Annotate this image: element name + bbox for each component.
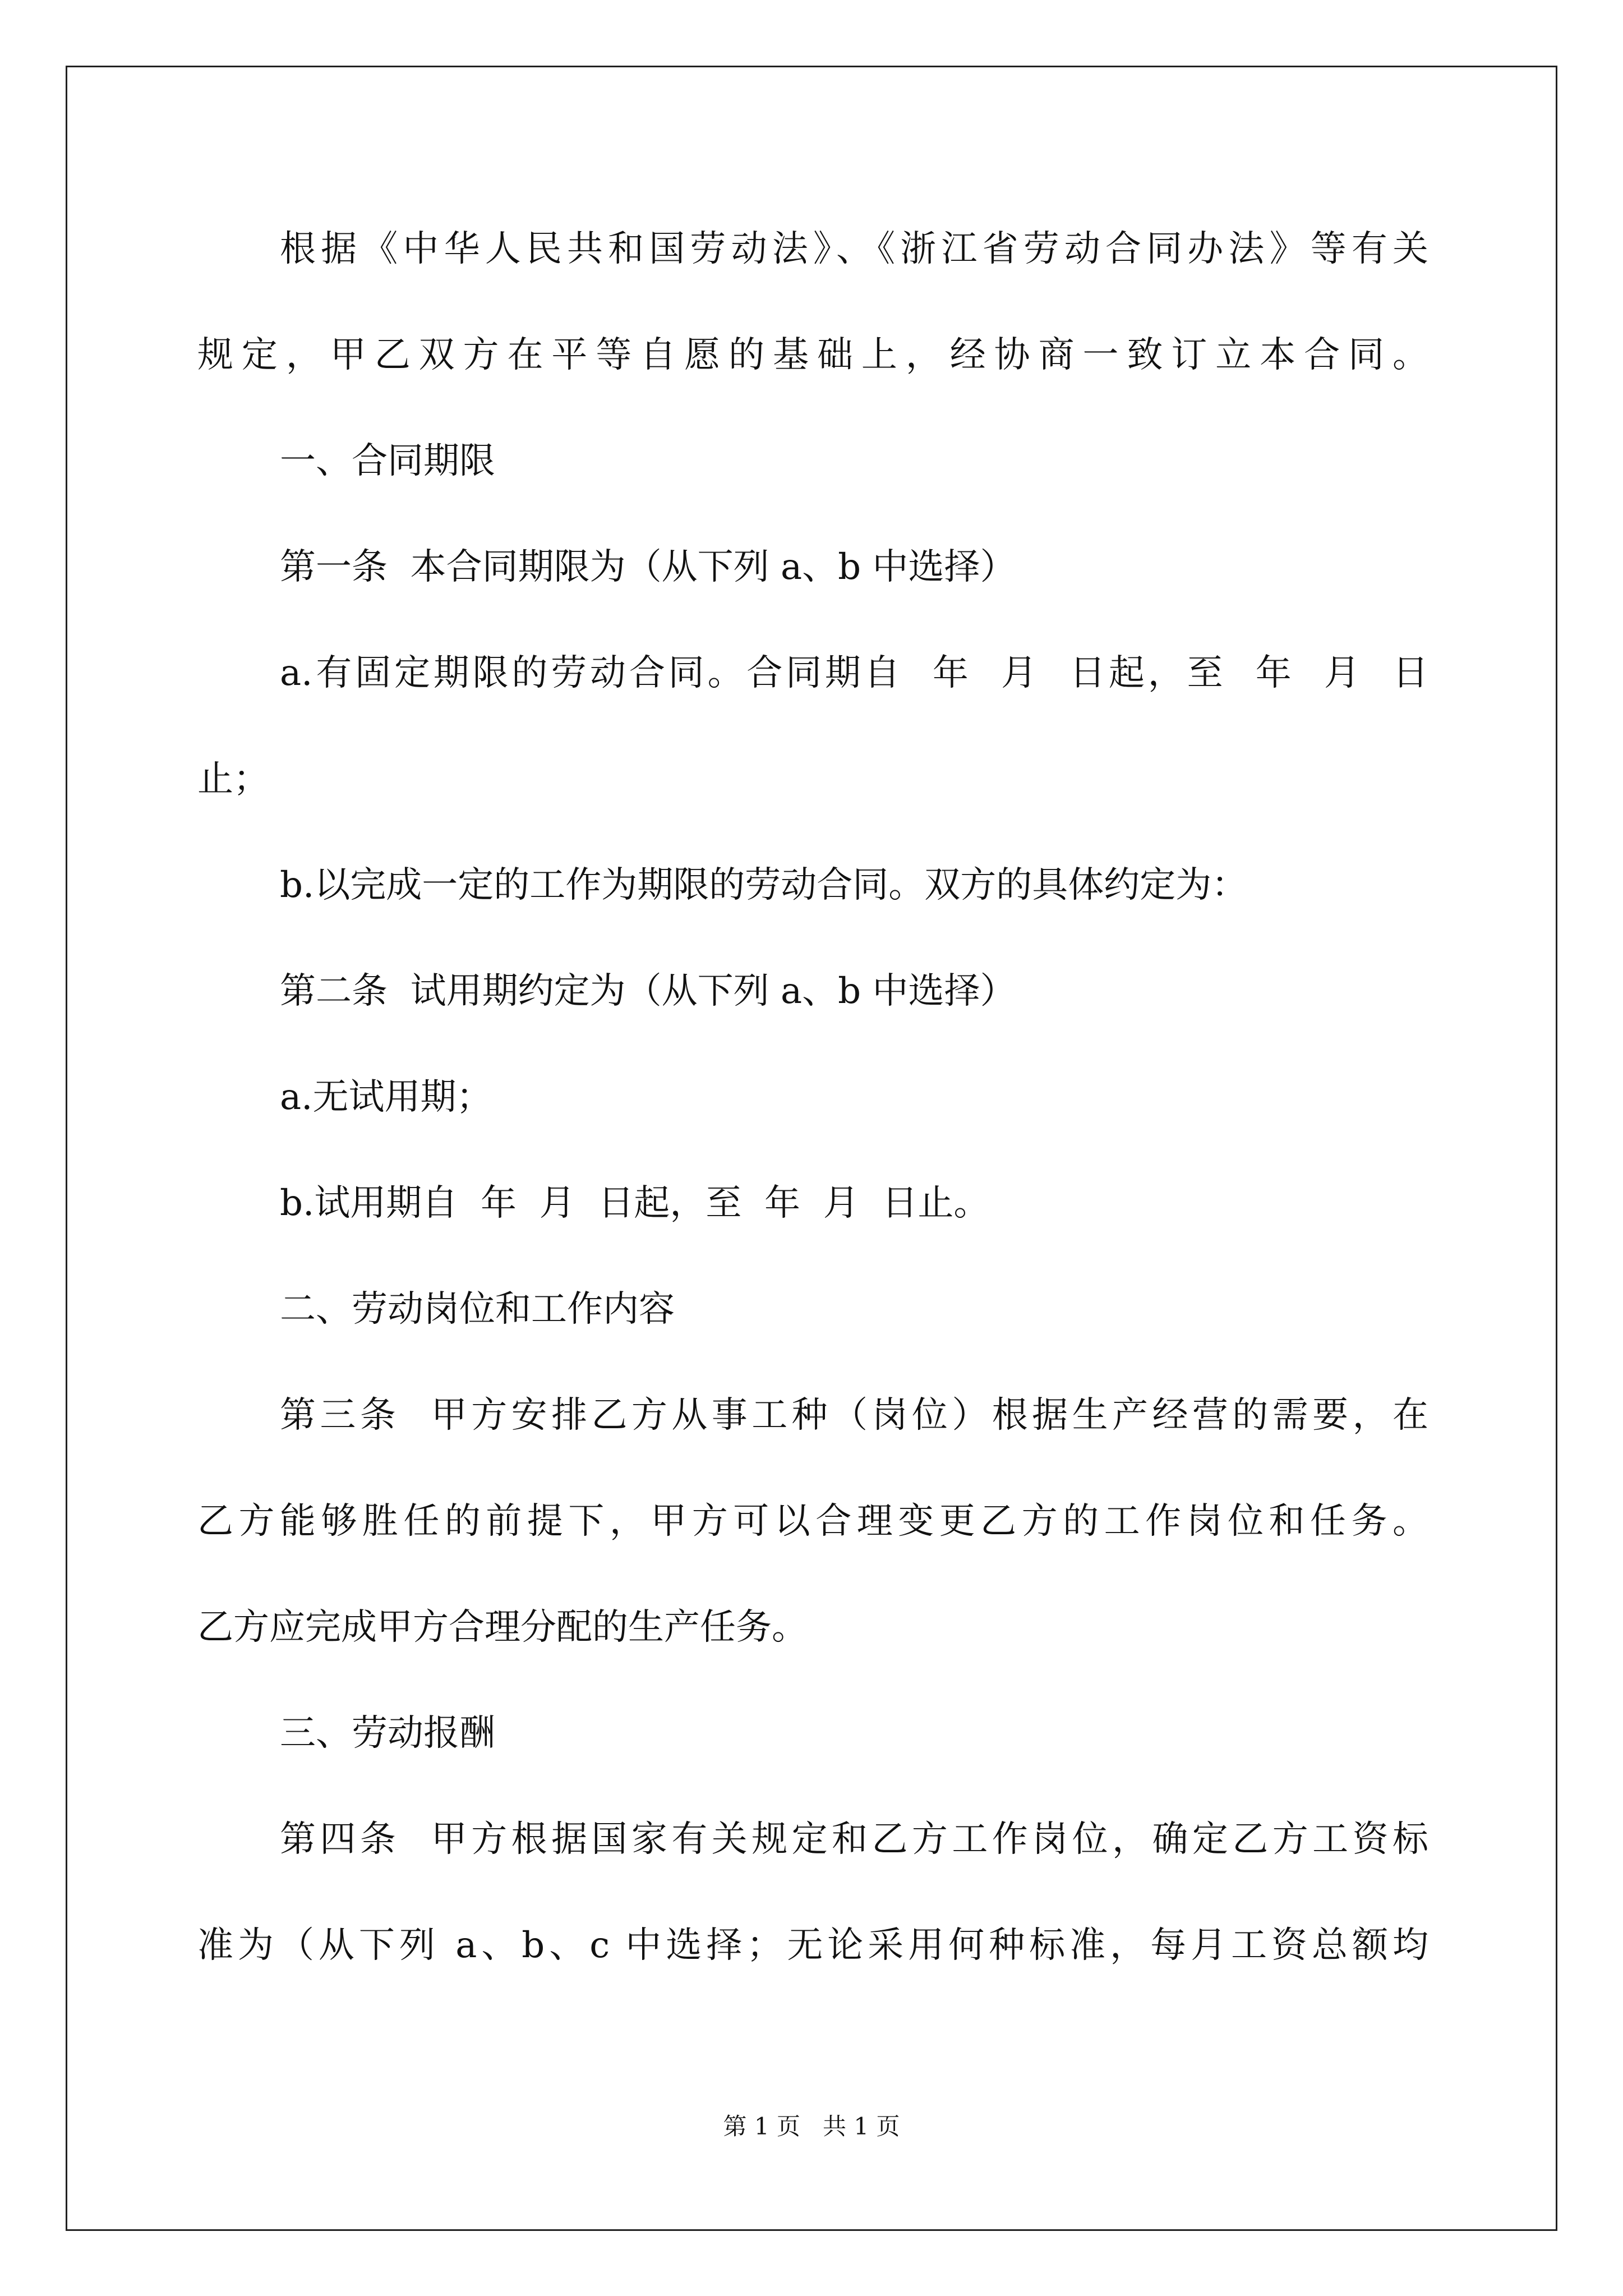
article-1-option-b: b.以完成一定的工作为期限的劳动合同。双方的具体约定为： — [280, 864, 1248, 906]
section-heading-job-position: 二、劳动岗位和工作内容 — [280, 1289, 675, 1330]
page-number-footer: 第 1 页 共 1 页 — [723, 2113, 900, 2140]
article-1-title: 第一条 本合同期限为（从下列 a、b 中选择） — [280, 546, 1016, 588]
article-3-line-3: 乙方应完成甲方合理分配的生产任务。 — [197, 1607, 808, 1648]
article-3-line-2: 乙方能够胜任的前提下，甲方可以合理变更乙方的工作岗位和任务。 — [197, 1501, 1428, 1542]
paragraph-intro-line-1: 根据《中华人民共和国劳动法》、《浙江省劳动合同办法》等有关 — [280, 228, 1428, 270]
paragraph-intro-line-2: 规定，甲乙双方在平等自愿的基础上，经协商一致订立本合同。 — [197, 334, 1428, 376]
article-1-option-a-line-1: a.有固定期限的劳动合同。合同期自 年 月 日起，至 年 月 日 — [280, 652, 1428, 694]
article-3-line-1: 第三条 甲方安排乙方从事工种（岗位）根据生产经营的需要，在 — [280, 1395, 1428, 1436]
section-heading-remuneration: 三、劳动报酬 — [280, 1713, 495, 1754]
article-1-option-a-line-2: 止； — [197, 758, 269, 800]
article-4-line-2: 准为（从下列 a、b、c 中选择；无论采用何种标准，每月工资总额均 — [197, 1925, 1428, 1966]
article-2-title: 第二条 试用期约定为（从下列 a、b 中选择） — [280, 970, 1016, 1012]
section-heading-contract-term: 一、合同期限 — [280, 440, 495, 482]
article-2-option-a: a.无试用期； — [280, 1076, 492, 1118]
article-2-option-b: b.试用期自 年 月 日起，至 年 月 日止。 — [280, 1182, 990, 1224]
article-4-line-1: 第四条 甲方根据国家有关规定和乙方工作岗位，确定乙方工资标 — [280, 1819, 1428, 1860]
page-border — [66, 66, 1557, 2231]
